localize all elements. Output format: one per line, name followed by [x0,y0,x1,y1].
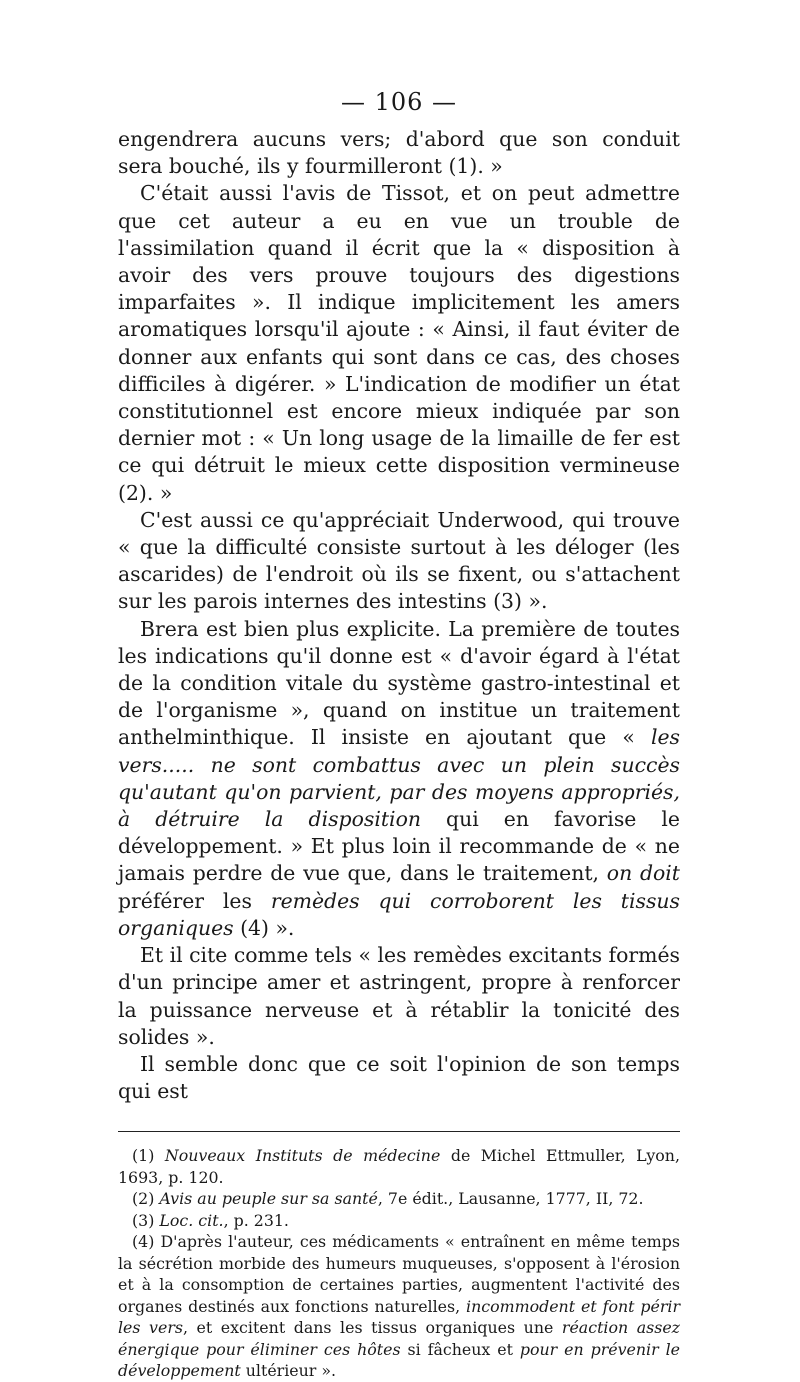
footnote-text: si fâcheux et [400,1339,520,1359]
book-page [118,88,680,1382]
footnote-italic: incommodent et font périr les vers [118,1296,681,1338]
italic-phrase: remèdes qui corroborent les tissus organiques [118,888,681,940]
page-number: — 106 — [340,88,458,116]
paragraph-2: C'était aussi l'avis de Tissot, et on peut admettre que cet auteur a eu en vue un trouble de l'assimilation quand il écrit que la « disposition à avoir des vers prouve toujours des digestions imparfaites ». Il indique implicitement les amers aromatiques lorsqu'il ajoute : « Ainsi, il faut éviter de donner aux enfants qui sont dans ce cas, des choses difficiles à digérer. » L'indication de modifier un état constitutionnel est encore mieux indiquée par son dernier mot : « Un long usage de la limaille de fer est ce qui détruit le mieux cette disposition vermineuse (2). » [118,181,680,505]
paragraph-4-text: (4) ». [233,915,295,940]
paragraph-6: Il semble donc que ce soit l'opinion de son temps qui est [118,1051,680,1104]
paragraph-5: Et il cite comme tels « les remèdes excitants formés d'un principe amer et astringent, propre à renforcer la puissance nerveuse et à rétablir la tonicité des solides ». [118,943,680,1049]
paragraph-3: C'est aussi ce qu'appréciait Underwood, qui trouve « que la difficulté consiste surtout à les déloger (les ascarides) de l'endroit où ils se fixent, ou s'attachent sur les parois internes des intestins (3) ». [118,507,680,614]
footnote-text: , et excitent dans les tissus organiques une [182,1318,562,1338]
footnote-text: , p. 231. [223,1210,289,1230]
footnote-text: (4) D'après l'auteur, ces médicaments « entraînent en même temps la sécrétion morbide des humeurs muqueuses, s'opposent à l'érosion et à la consomption de certaines parties, augmentent l'activité des organes destinés aux fonctions naturelles, [118,1232,680,1316]
footnote-text: (1) [132,1146,165,1166]
italic-phrase: on doit [606,861,681,886]
paragraph-1: engendrera aucuns vers; d'abord que son conduit sera bouché, ils y fourmilleront (1). » [118,127,680,179]
footnote-text: de Michel Ettmuller, Lyon, 1693, p. 120. [118,1146,680,1187]
footnote-italic: réaction assez énergique pour éliminer ces hôtes [118,1318,681,1359]
footnote-1 [118,1145,680,1188]
footnote-title: Nouveaux Instituts de médecine [164,1146,441,1166]
footnote-title: Loc. cit. [159,1210,224,1230]
footnote-3 [118,1210,680,1232]
footnote-divider [118,1131,680,1132]
footnote-text: , 7e édit., Lausanne, 1777, II, 72. [377,1189,644,1209]
footnote-4 [118,1231,680,1382]
footnote-text: (2) [132,1189,160,1209]
footnote-text: (3) [132,1210,160,1230]
footnote-2 [118,1188,680,1210]
footnote-text: ultérieur ». [240,1361,337,1381]
main-text [118,126,680,1105]
paragraph-4-text: qui en favorise le développement. » Et plus loin il recommande de « ne jamais perdre de vue que, dans le traitement, [118,807,680,886]
italic-quote: les vers..... ne sont combattus avec un plein succès qu'autant qu'on parvient, par des moyens appropriés, à détruire la disposition [118,725,680,832]
paragraph-4-text: préférer les [118,888,271,913]
footnote-italic: pour en prévenir le développement [118,1339,680,1381]
paragraph-4-text: Brera est bien plus explicite. La première de toutes les indications qu'il donne est « d'avoir égard à l'état de la condition vitale du système gastro-intestinal et de l'organisme », quand on institue un traitement anthelminthique. Il insiste en ajoutant que « [118,616,680,750]
footnotes [118,1145,680,1382]
footnote-title: Avis au peuple sur sa santé [159,1189,378,1209]
paragraph-4 [118,616,680,942]
